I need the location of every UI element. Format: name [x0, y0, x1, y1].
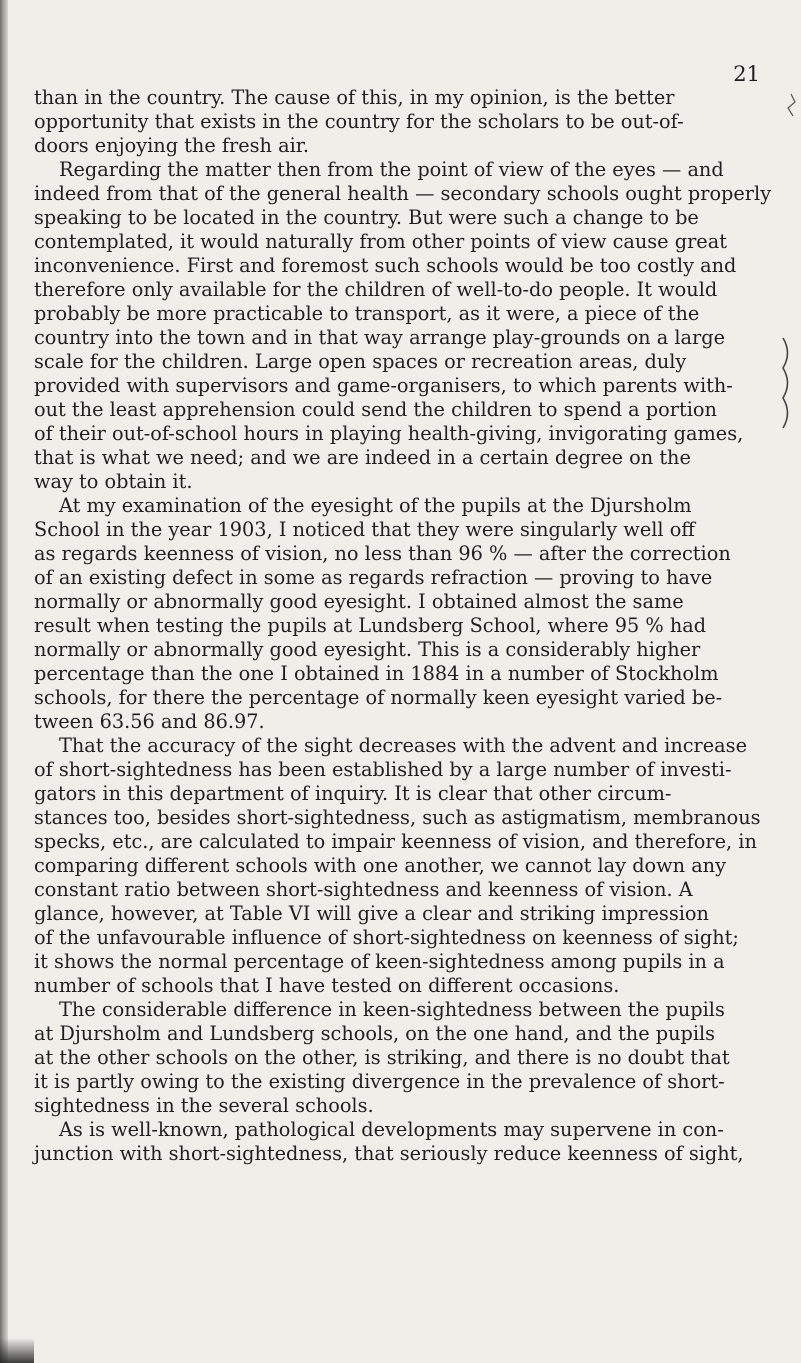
text-line: That the accuracy of the sight decreases with the advent and increase — [59, 734, 747, 757]
text-line: School in the year 1903, I noticed that they were singularly well off — [34, 518, 695, 541]
text-line: number of schools that I have tested on different occasions. — [34, 974, 620, 997]
text-line: normally or abnormally good eyesight. I obtained almost the same — [34, 590, 684, 613]
text-line: specks, etc., are calculated to impair keenness of vision, and therefore, in — [34, 830, 757, 853]
text-line: out the least apprehension could send the children to spend a portion — [34, 398, 717, 421]
text-line: glance, however, at Table VI will give a clear and striking impression — [34, 902, 709, 925]
text-line: result when testing the pupils at Lundsberg School, where 95 % had — [34, 614, 707, 637]
text-line: schools, for there the percentage of normally keen eyesight varied be- — [34, 686, 723, 709]
text-line: inconvenience. First and foremost such schools would be too costly and — [34, 254, 737, 277]
text-line: opportunity that exists in the country for the scholars to be out-of- — [34, 110, 684, 133]
text-line: of short-sightedness has been established by a large number of investi- — [34, 758, 732, 781]
text-line: sightedness in the several schools. — [34, 1094, 374, 1117]
text-line: than in the country. The cause of this, in my opinion, is the better — [34, 86, 675, 109]
text-line: tween 63.56 and 86.97. — [34, 710, 265, 733]
text-line: The considerable difference in keen-sightedness between the pupils — [59, 998, 725, 1021]
text-line: way to obtain it. — [34, 470, 193, 493]
text-line: junction with short-sightedness, that seriously reduce keenness of sight, — [34, 1142, 744, 1165]
text-line: therefore only available for the children of well-to-do people. It would — [34, 278, 718, 301]
text-line: At my examination of the eyesight of the pupils at the Djursholm — [59, 494, 692, 517]
text-line: percentage than the one I obtained in 1884 in a number of Stockholm — [34, 662, 719, 685]
text-line: normally or abnormally good eyesight. This is a considerably higher — [34, 638, 701, 661]
margin-pencil-marks — [773, 88, 801, 528]
text-line: As is well-known, pathological developments may supervene in con- — [59, 1118, 724, 1141]
text-line: provided with supervisors and game-organisers, to which parents with- — [34, 374, 733, 397]
text-line: stances too, besides short-sightedness, such as astigmatism, membranous — [34, 806, 761, 829]
text-line: country into the town and in that way arrange play-grounds on a large — [34, 326, 725, 349]
text-line: that is what we need; and we are indeed in a certain degree on the — [34, 446, 691, 469]
text-line: at Djursholm and Lundsberg schools, on the one hand, and the pupils — [34, 1022, 716, 1045]
text-line: constant ratio between short-sightedness and keenness of vision. A — [34, 878, 693, 901]
text-line: as regards keenness of vision, no less than 96 % — after the correction — [34, 542, 731, 565]
text-line: at the other schools on the other, is striking, and there is no doubt that — [34, 1046, 730, 1069]
text-line: comparing different schools with one another, we cannot lay down any — [34, 854, 726, 877]
text-line: it is partly owing to the existing divergence in the prevalence of short- — [34, 1070, 725, 1093]
text-line: of an existing defect in some as regards refraction — proving to have — [34, 566, 713, 589]
text-line: Regarding the matter then from the point of view of the eyes — and — [59, 158, 724, 181]
text-line: doors enjoying the fresh air. — [34, 134, 309, 157]
page-number: 21 — [733, 62, 760, 86]
text-line: of their out-of-school hours in playing health-giving, invigorating games, — [34, 422, 744, 445]
text-line: probably be more practicable to transport, as it were, a piece of the — [34, 302, 700, 325]
text-line: it shows the normal percentage of keen-sightedness among pupils in a — [34, 950, 725, 973]
page-spine-shadow — [0, 0, 8, 1363]
text-line: indeed from that of the general health — secondary schools ought properly — [34, 182, 772, 205]
text-line: of the unfavourable influence of short-sightedness on keenness of sight; — [34, 926, 739, 949]
text-line: scale for the children. Large open spaces or recreation areas, duly — [34, 350, 687, 373]
text-line: contemplated, it would naturally from other points of view cause great — [34, 230, 727, 253]
page-corner-shadow — [0, 1338, 34, 1363]
text-line: speaking to be located in the country. But were such a change to be — [34, 206, 699, 229]
text-line: gators in this department of inquiry. It is clear that other circum- — [34, 782, 672, 805]
